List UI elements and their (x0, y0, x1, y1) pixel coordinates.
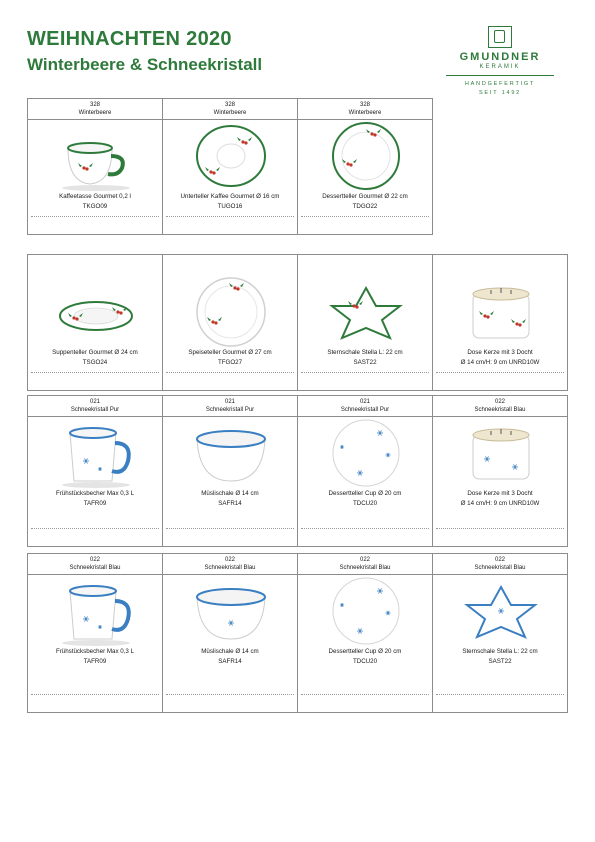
product-article-number: TAFR09 (83, 658, 107, 665)
product-series-header (28, 99, 162, 120)
dotted-divider (436, 694, 564, 695)
series-code: 022 (494, 399, 505, 405)
product-card[interactable] (162, 254, 298, 391)
dinner-plate-winterbeere-icon (163, 276, 297, 348)
logo-tagline-1: HANDGEFERTIGT (464, 81, 536, 87)
product-series-header (433, 554, 567, 575)
dotted-divider (166, 694, 294, 695)
product-name: Müslischale Ø 14 cm (201, 648, 259, 655)
product-series-header (28, 396, 162, 417)
product-row (27, 395, 568, 547)
product-article-number: TAFR09 (83, 500, 107, 507)
bowl-pur-icon (163, 417, 297, 489)
product-card[interactable] (297, 553, 433, 713)
series-name: Winterbeere (213, 110, 247, 116)
product-name: Kaffeetasse Gourmet 0,2 l (59, 193, 131, 200)
dotted-divider (301, 528, 429, 529)
product-article-number: TUGO16 (217, 203, 243, 210)
series-code: 022 (494, 557, 505, 563)
dotted-divider (301, 694, 429, 695)
product-article-number: TKGO09 (82, 203, 108, 210)
product-article-number: Ø 14 cm/H: 9 cm UNRD10W (460, 500, 540, 507)
series-code: 328 (224, 102, 235, 108)
product-name: Dessertteller Cup Ø 20 cm (328, 490, 402, 497)
product-card[interactable] (27, 553, 163, 713)
product-card[interactable] (162, 395, 298, 547)
mug-pur-icon (28, 417, 162, 489)
series-name: Schneekristall Pur (205, 407, 255, 413)
page-subtitle: Winterbeere & Schneekristall (27, 55, 263, 74)
series-name: Schneekristall Blau (339, 565, 391, 571)
product-name: Unterteller Kaffee Gourmet Ø 16 cm (180, 193, 280, 200)
dotted-divider (166, 216, 294, 217)
series-code: 022 (359, 557, 370, 563)
dotted-divider (31, 216, 159, 217)
product-card[interactable] (297, 254, 433, 391)
dotted-divider (301, 216, 429, 217)
product-card[interactable] (432, 254, 568, 391)
series-code: 021 (89, 399, 100, 405)
product-article-number: SAFR14 (218, 500, 242, 507)
product-article-number: TDGO22 (352, 203, 378, 210)
product-card[interactable] (432, 395, 568, 547)
series-name: Winterbeere (78, 110, 112, 116)
product-article-number: TDCU20 (352, 658, 378, 665)
product-series-header (298, 554, 432, 575)
dotted-divider (166, 372, 294, 373)
product-card[interactable] (27, 98, 163, 235)
soup-plate-winterbeere-icon (28, 276, 162, 348)
product-series-header (433, 396, 567, 417)
series-name: Winterbeere (348, 110, 382, 116)
dotted-divider (31, 694, 159, 695)
product-name: Dessertteller Gourmet Ø 22 cm (322, 193, 408, 200)
brand-logo (446, 26, 554, 98)
logo-emblem-icon (488, 26, 512, 48)
series-name: Schneekristall Pur (70, 407, 120, 413)
product-card[interactable] (162, 98, 298, 235)
series-code: 328 (359, 102, 370, 108)
bowl-blau-icon (163, 575, 297, 647)
logo-tagline-2: SEIT 1492 (478, 90, 522, 96)
series-code: 022 (224, 557, 235, 563)
saucer-winterbeere-icon (163, 120, 297, 192)
product-card[interactable] (432, 553, 568, 713)
product-card[interactable] (27, 395, 163, 547)
product-article-number: TSGO24 (82, 359, 108, 366)
product-row (27, 553, 568, 713)
plate-winterbeere-icon (298, 120, 432, 192)
product-article-number: SAST22 (488, 658, 512, 665)
star-bowl-winterbeere-icon (298, 276, 432, 348)
series-name: Schneekristall Blau (69, 565, 121, 571)
product-article-number: TFGO27 (217, 359, 243, 366)
dotted-divider (436, 528, 564, 529)
series-name: Schneekristall Blau (474, 565, 526, 571)
product-series-header (163, 554, 297, 575)
product-name: Dose Kerze mit 3 Docht (467, 490, 533, 497)
product-card[interactable] (297, 395, 433, 547)
series-name: Schneekristall Pur (340, 407, 390, 413)
product-name: Suppenteller Gourmet Ø 24 cm (52, 349, 138, 356)
series-code: 022 (89, 557, 100, 563)
plate-blau-icon (298, 575, 432, 647)
dotted-divider (31, 528, 159, 529)
candle-winterbeere-icon (433, 276, 567, 348)
product-name: Speiseteller Gourmet Ø 27 cm (188, 349, 272, 356)
product-series-header (28, 554, 162, 575)
product-card[interactable] (27, 254, 163, 391)
dotted-divider (31, 372, 159, 373)
plate-pur-icon (298, 417, 432, 489)
dotted-divider (166, 528, 294, 529)
product-card[interactable] (297, 98, 433, 235)
star-bowl-blau-icon (433, 575, 567, 647)
product-article-number: TDCU20 (352, 500, 378, 507)
logo-brand: GMUNDNER (459, 51, 541, 63)
mug-blau-icon (28, 575, 162, 647)
product-row (27, 254, 568, 391)
product-series-header (298, 99, 432, 120)
series-code: 021 (224, 399, 235, 405)
product-card[interactable] (162, 553, 298, 713)
dotted-divider (301, 372, 429, 373)
product-name: Frühstücksbecher Max 0,3 L (55, 648, 135, 655)
series-code: 328 (89, 102, 100, 108)
series-name: Schneekristall Blau (204, 565, 256, 571)
product-name: Dose Kerze mit 3 Docht (467, 349, 533, 356)
product-series-header (298, 396, 432, 417)
product-name: Sternschale Stella L: 22 cm (462, 648, 538, 655)
product-article-number: SAFR14 (218, 658, 242, 665)
product-series-header (163, 396, 297, 417)
series-name: Schneekristall Blau (474, 407, 526, 413)
product-name: Müslischale Ø 14 cm (201, 490, 259, 497)
product-name: Dessertteller Cup Ø 20 cm (328, 648, 402, 655)
series-code: 021 (359, 399, 370, 405)
product-article-number: SAST22 (353, 359, 377, 366)
logo-sub: KERAMIK (479, 64, 521, 70)
logo-divider (446, 75, 554, 76)
product-article-number: Ø 14 cm/H: 9 cm UNRD10W (460, 359, 540, 366)
dotted-divider (436, 372, 564, 373)
product-name: Sternschale Stella L: 22 cm (327, 349, 403, 356)
product-series-header (163, 99, 297, 120)
cup-winterbeere-icon (28, 120, 162, 192)
product-row (27, 98, 433, 235)
product-name: Frühstücksbecher Max 0,3 L (55, 490, 135, 497)
candle-blau-icon (433, 417, 567, 489)
page-title: WEIHNACHTEN 2020 (27, 28, 232, 50)
